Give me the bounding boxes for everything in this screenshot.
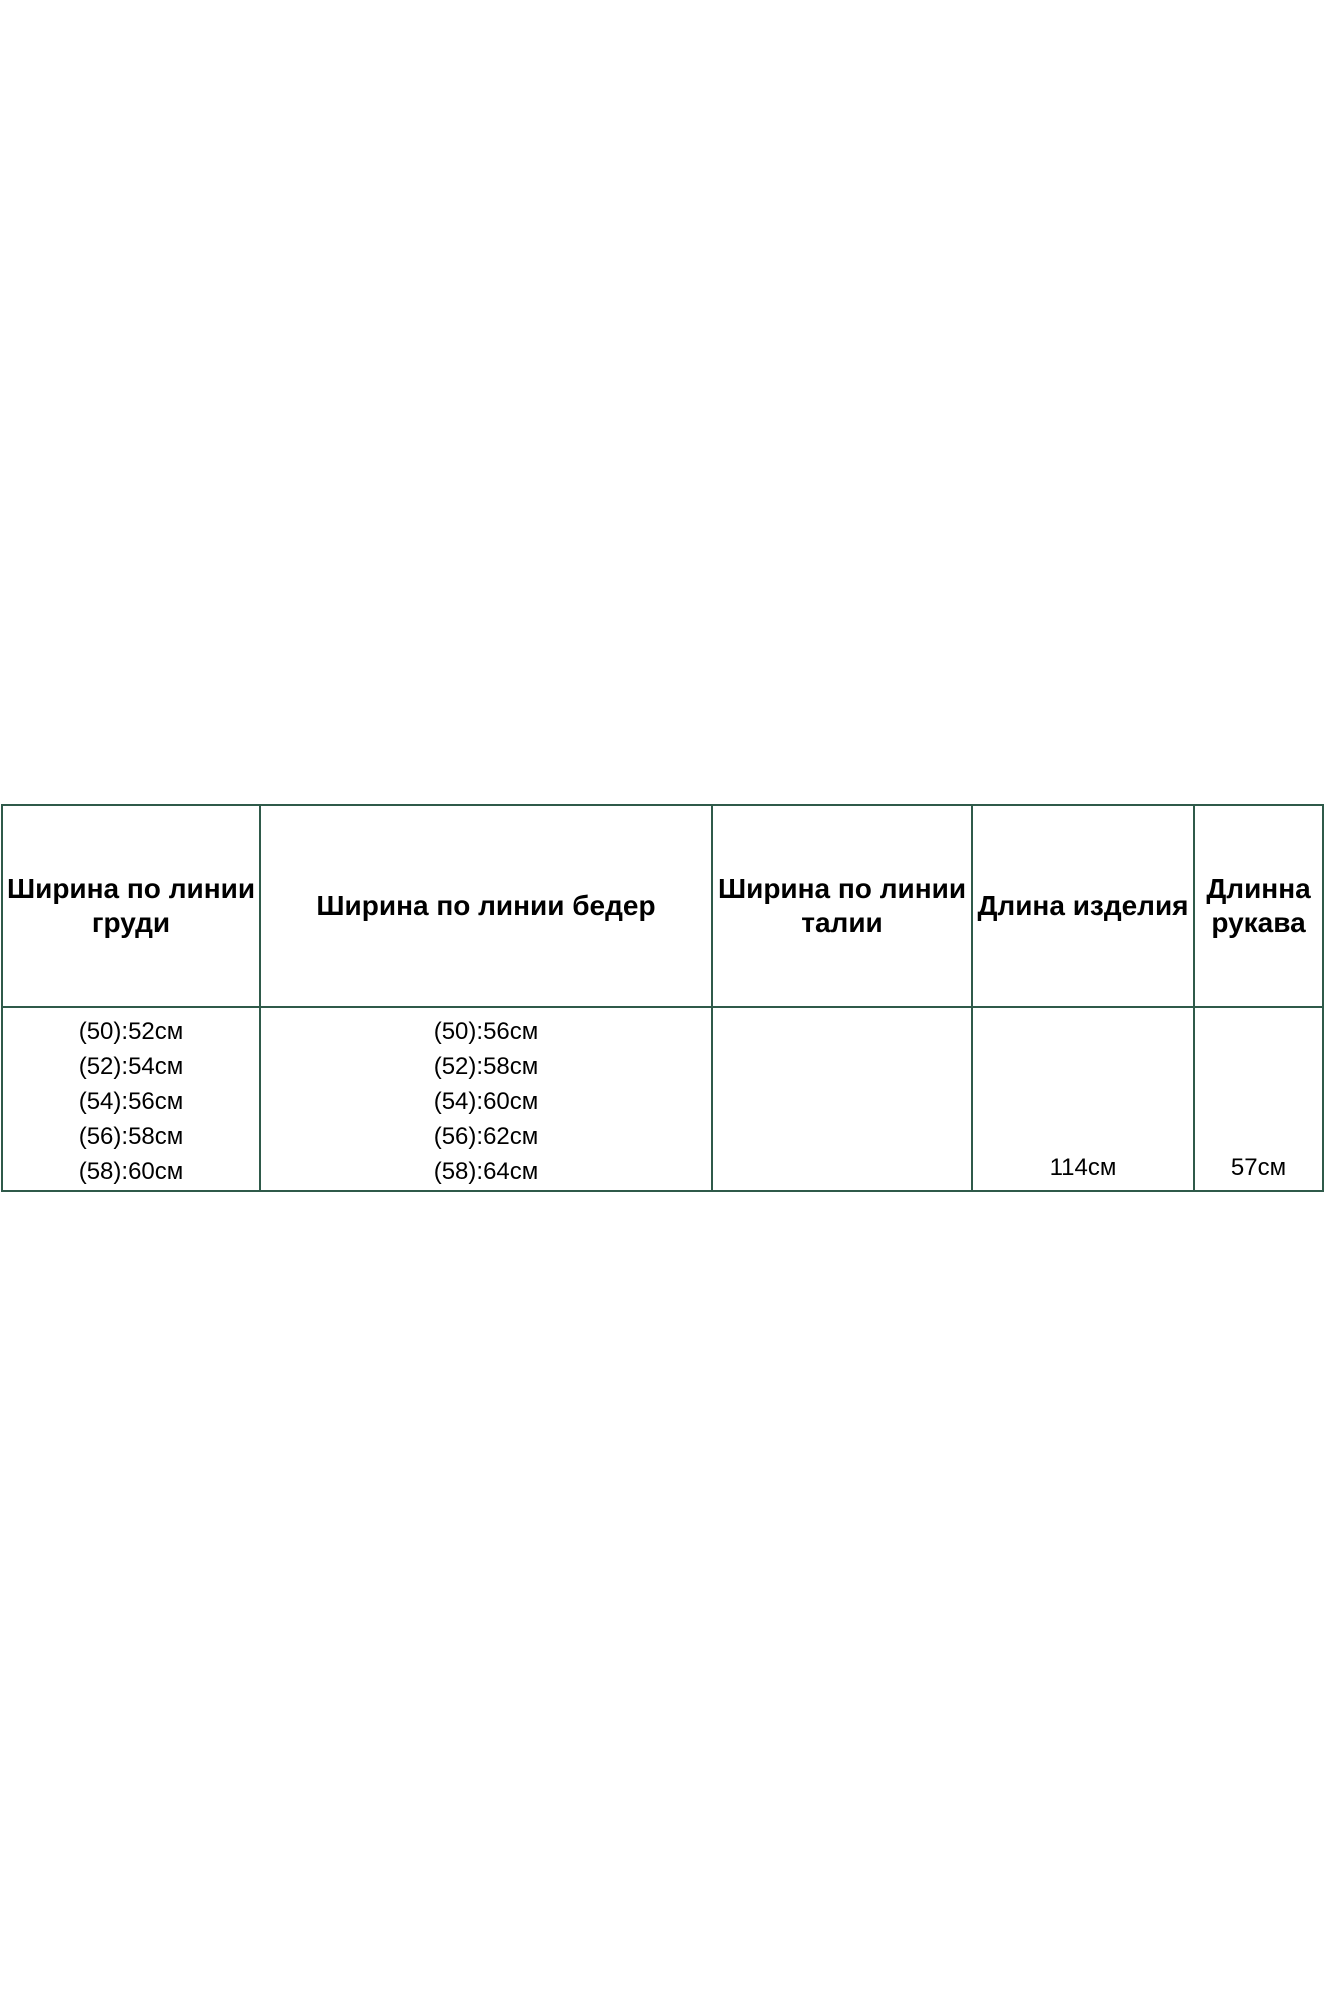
header-chest-width: Ширина по линии груди bbox=[2, 805, 260, 1007]
hips-value: (50):56см bbox=[433, 1018, 539, 1045]
chest-value: (56):58см bbox=[78, 1123, 184, 1150]
hips-value: (52):58см bbox=[433, 1053, 539, 1080]
header-row bbox=[2, 805, 1323, 1007]
header-waist-width: Ширина по линии талии bbox=[712, 805, 972, 1007]
values-row bbox=[2, 1007, 1323, 1191]
header-hips-width: Ширина по линии бедер bbox=[260, 805, 712, 1007]
sleeve-value: 57см bbox=[1230, 1154, 1287, 1181]
size-table bbox=[1, 804, 1324, 1192]
sleeve-value-cell bbox=[1194, 1007, 1323, 1191]
length-value: 114см bbox=[1049, 1154, 1117, 1181]
length-value-cell bbox=[972, 1007, 1194, 1191]
hips-value: (56):62см bbox=[433, 1123, 539, 1150]
chest-value: (58):60см bbox=[78, 1158, 184, 1185]
hips-values-cell bbox=[260, 1007, 712, 1191]
header-garment-length: Длина изделия bbox=[972, 805, 1194, 1007]
chest-value: (54):56см bbox=[78, 1088, 184, 1115]
hips-value: (58):64см bbox=[433, 1158, 539, 1185]
header-sleeve-length: Длинна рукава bbox=[1194, 805, 1323, 1007]
chest-value: (50):52см bbox=[78, 1018, 184, 1045]
hips-value: (54):60см bbox=[433, 1088, 539, 1115]
chest-values-cell bbox=[2, 1007, 260, 1191]
waist-value-cell bbox=[712, 1007, 972, 1191]
chest-value: (52):54см bbox=[78, 1053, 184, 1080]
